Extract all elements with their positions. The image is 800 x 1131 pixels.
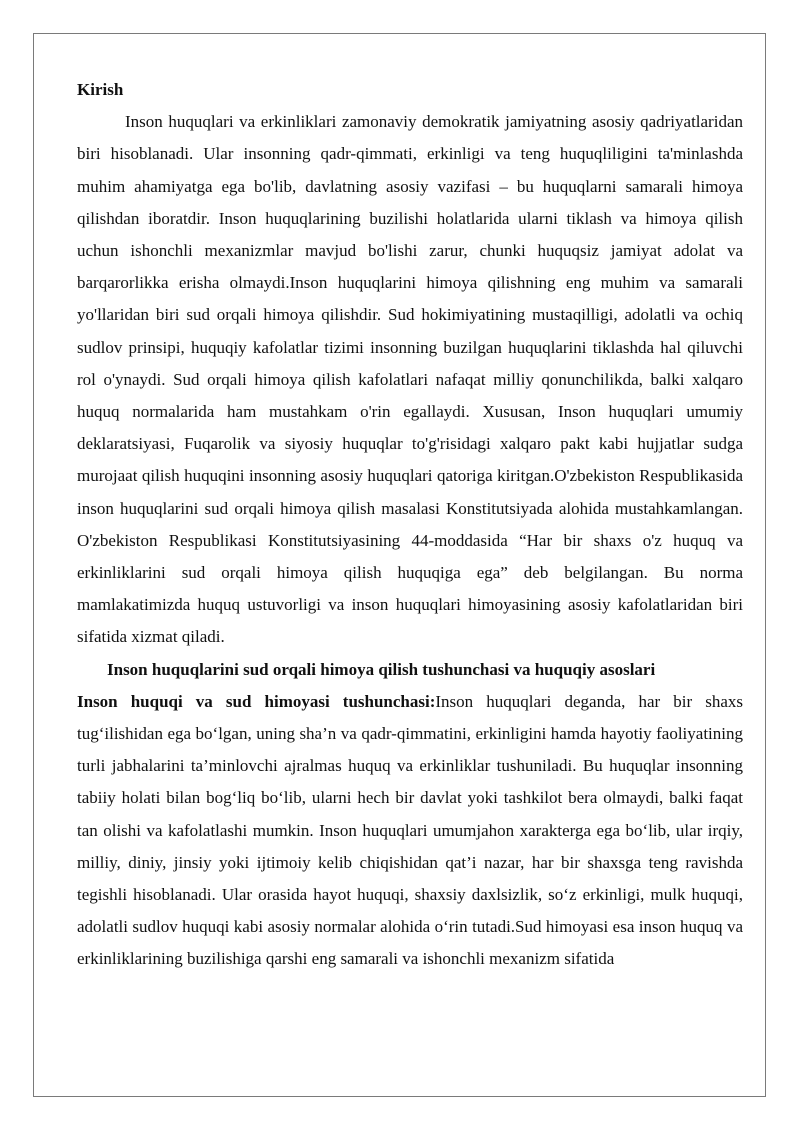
section-title: Inson huquqlarini sud orqali himoya qilish tushunchasi va huquqiy asoslari	[107, 659, 656, 679]
heading-kirish: Kirish	[77, 80, 124, 99]
subsection-paragraph	[77, 686, 743, 976]
document-page	[33, 33, 766, 1097]
intro-paragraph: Inson huquqlari va erkinliklari zamonaviy demokratik jamiyatning asosiy qadriyatlaridan biri hisoblanadi. Ular insonning qadr-qimmati, erkinligi va teng huquqliligini ta'minlashda muhim ahamiyatga ega bo'lib, davlatning asosiy vazifasi – bu huquqlarni samarali himoya qilishdan iboratdir. Inson huquqlarining buzilishi holatlarida ularni tiklash va himoya qilish uchun ishonchli mexanizmlar mavjud bo'lishi zarur, chunki huquqsiz jamiyat adolat va barqarorlikka erisha olmaydi.Inson huquqlarini himoya qilishning eng muhim va samarali yo'llaridan biri sud orqali himoya qilishdir. Sud hokimiyatining mustaqilligi, adolatli va ochiq sudlov prinsipi, huquqiy kafolatlar tizimi insonning buzilgan huquqlarini tiklashda hal qiluvchi rol o'ynaydi. Sud orqali himoya qilish kafolatlari nafaqat milliy qonunchilikda, balki xalqaro huquq normalarida ham mustahkam o'rin egallaydi. Xususan, Inson huquqlari umumiy deklaratsiyasi, Fuqarolik va siyosiy huquqlar to'g'risidagi xalqaro pakt kabi hujjatlar sudga murojaat qilish huquqini insonning asosiy huquqlari qatoriga kiritgan.O'zbekiston Respublikasida inson huquqlarini sud orqali himoya qilish masalasi Konstitutsiyada alohida mustahkamlangan. O'zbekiston Respublikasi Konstitutsiyasining 44-moddasida “Har bir shaxs o'z huquq va erkinliklarini sud orqali himoya qilish huquqiga ega” deb belgilangan. Bu norma mamlakatimizda huquq ustuvorligi va inson huquqlari himoyasining asosiy kafolatlaridan biri sifatida xizmat qiladi.	[77, 112, 743, 647]
subsection-label: Inson huquqi va sud himoyasi tushunchasi:	[77, 691, 436, 711]
document-body	[77, 74, 743, 976]
subsection-text: Inson huquqlari deganda, har bir shaxs tug‘ilishidan ega bo‘lgan, uning sha’n va qadr-qimmatini, erkinligini hamda hayotiy faoliyatining turli jabhalarini ta’minlovchi ajralmas huquq va erkinliklar tushuniladi. Bu huquqlar insonning tabiiy holati bilan bog‘liq bo‘lib, ularni hech bir davlat yoki tashkilot bera olmaydi, balki faqat tan olishi va kafolatlashi mumkin. Inson huquqlari umumjahon xarakterga ega bo‘lib, ular irqiy, milliy, diniy, jinsiy yoki ijtimoiy kelib chiqishidan qat’i nazar, har bir shaxsga teng ravishda tegishli hisoblanadi. Ular orasida hayot huquqi, shaxsiy daxlsizlik, so‘z erkinligi, mulk huquqi, adolatli sudlov huquqi kabi asosiy normalar alohida o‘rin tutadi.Sud himoyasi esa inson huquq va erkinliklarining buzilishiga qarshi eng samarali va ishonchli mexanizm sifatida	[77, 691, 743, 969]
